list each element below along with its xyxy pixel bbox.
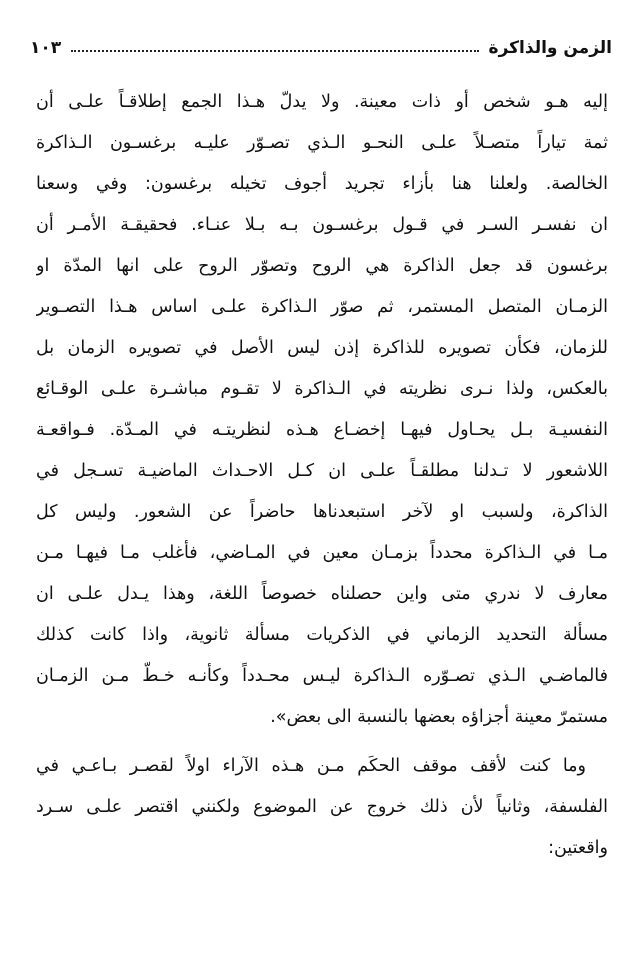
text-line: مستمرّ معينة أجزاؤه بعضها بالنسبة الى بعض». xyxy=(270,707,608,727)
text-line: فالماضـي الـذي تصـوّره الـذاكرة ليـس محـدداً وكأنـه خـطّ مـن الزمـان xyxy=(36,666,608,686)
text-line: للزمان، فكأن تصويره للذاكرة إذن ليس الأصل في تصويره الزمان بل xyxy=(36,338,608,358)
paragraph-gap xyxy=(36,738,608,746)
text-line: ان نفسـر السـر في قـول برغسـون بـه بـلا عنـاء. فحقيقـة الأمـر أن xyxy=(36,215,608,235)
text-line: برغسون قد جعل الذاكرة هي الروح وتصوّر الروح على انها المدّة او xyxy=(36,256,608,276)
paragraph-1 xyxy=(36,82,608,738)
text-line: النفسيـة بـل يحـاول فيهـا إخضـاع هـذه لنظريتـه في المـدّة. فـواقعـة xyxy=(36,420,608,440)
text-line: ثمة تياراً متصـلاً علـى النحـو الـذي تصـوّر عليـه برغسـون الـذاكرة xyxy=(36,133,608,153)
text-line: الزمـان المتصل المستمر، ثم صوّر الـذاكرة علـى اساس هـذا التصـوير xyxy=(36,297,608,317)
text-line: الخالصة. ولعلنا هنا بأزاء تجريد أجوف تخيله برغسون: وفي وسعنا xyxy=(36,174,608,194)
text-line: الذاكرة، ولسبب او لآخر استبعدناها حاضراً عن الشعور. وليس كل xyxy=(36,502,608,522)
text-line: الفلسفة، وثانياً لأن ذلك خروج عن الموضوع ولكنني اقتصر علـى سـرد xyxy=(36,797,608,817)
running-title: الزمن والذاكرة xyxy=(488,38,612,58)
text-line: مـا في الـذاكرة محدداً بزمـان معين في المـاضي، فأغلب مـا فيهـا مـن xyxy=(36,543,608,563)
body-text xyxy=(36,82,608,869)
page-number: ١٠٣ xyxy=(30,38,62,58)
text-line: بالعكس، ولذا نـرى نظريته في الـذاكرة لا تقـوم مباشـرة علـى الوقـائع xyxy=(36,379,608,399)
dotted-leader xyxy=(71,50,478,52)
running-header xyxy=(30,30,612,58)
text-line: مسألة التحديد الزماني في الذكريات مسألة ثانوية، واذا كانت كذلك xyxy=(36,625,608,645)
text-line: اللاشعور لا تـدلنا مطلقـاً علـى ان كـل الاحـداث الماضيـة تسـجل في xyxy=(36,461,608,481)
text-line: معارف لا ندري متى واين حصلناه خصوصاً اللغة، وهذا يـدل علـى ان xyxy=(36,584,608,604)
text-line: وما كنت لأقف موقف الحكَم مـن هـذه الآراء اولاً لقصـر بـاعـي في xyxy=(36,756,586,776)
paragraph-2 xyxy=(36,746,608,869)
text-line: إليه هـو شخص أو ذات معينة. ولا يدلّ هـذا الجمع إطلاقـاً علـى أن xyxy=(36,92,608,112)
text-line: واقعتين: xyxy=(548,838,608,858)
